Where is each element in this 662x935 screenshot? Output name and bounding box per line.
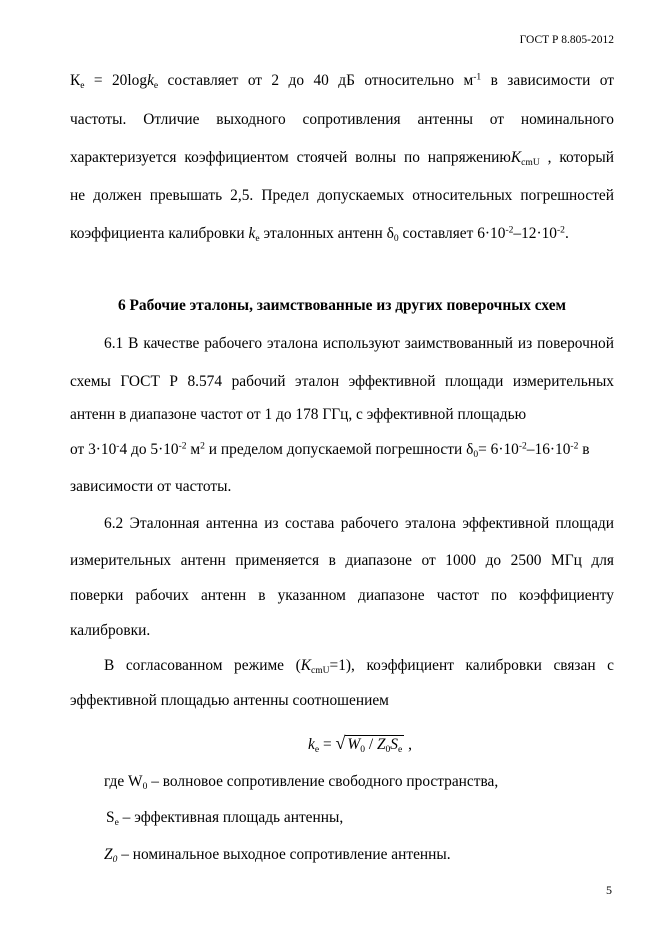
p62-line-4: калибровки. xyxy=(70,622,151,639)
intro-line-4: не должен превышать 2,5. Предел допускаемых относительных погрешностей xyxy=(70,187,614,204)
p62-line-1: 6.2 Эталонная антенна из состава рабочего эталона эффективной площади xyxy=(104,515,614,532)
p61-line-4: от 3·10-4 до $5\cdot 10^{-2}$ $м^2$ и пределом допускаемой погрешности $\delta_0= 6\cdot 10^{-2}-16\cdot 10^{-2}$ в xyxy=(70,440,590,460)
page-number: 5 xyxy=(606,883,612,897)
p62-line-3: поверки рабочих антенн в указанном диапазоне частот по коэффициенту xyxy=(70,587,614,604)
p63-line-1: В согласованном режиме $(K_{cmU}=1)$, коэффициент калибровки связан с xyxy=(104,657,614,676)
calibration-formula: $k_e$ = √ $W_0 / Z_0S_e$ , xyxy=(308,733,412,755)
intro-line-5: коэффициента калибровки $k_e$ эталонных антенн $\delta_0$ составляет $6\cdot 10^{-2}-12\cdot 10^{-2}$. xyxy=(70,224,569,244)
intro-line-1: $К_e = 20\log k_e$ составляет от 2 до 40 дБ относительно $м^{-1}$ в зависимости от xyxy=(70,71,614,91)
document-code-header: ГОСТ Р 8.805-2012 xyxy=(519,34,614,46)
p61-line-5: зависимости от частоты. xyxy=(70,478,232,495)
p63-line-2: эффективной площадью антенны соотношением xyxy=(70,692,389,709)
intro-line-2: частоты. Отличие выходного сопротивления антенны от номинального xyxy=(70,111,614,128)
definition-w0: где $W_0$ – волновое сопротивление свободного пространства, xyxy=(104,773,499,792)
intro-line-3: характеризуется коэффициентом стоячей волны по напряжениюK$_{cmU}$ , который xyxy=(70,149,614,168)
definition-se: $S_e$ – эффективная площадь антенны, xyxy=(106,809,344,828)
definition-z0: $Z_0$ – номинальное выходное сопротивление антенны. xyxy=(104,846,451,865)
p61-line-3: антенн в диапазоне частот от 1 до 178 ГГц, с эффективной площадью xyxy=(70,406,527,423)
p61-line-1: 6.1 В качестве рабочего эталона используют заимствованный из поверочной xyxy=(104,335,614,352)
section-heading: 6 Рабочие эталоны, заимствованные из других поверочных схем xyxy=(117,297,567,314)
p62-line-2: измерительных антенн применяется в диапазоне от 1000 до 2500 МГц для xyxy=(70,552,614,569)
p61-line-2: схемы ГОСТ Р 8.574 рабочий эталон эффективной площади измерительных xyxy=(70,373,614,390)
